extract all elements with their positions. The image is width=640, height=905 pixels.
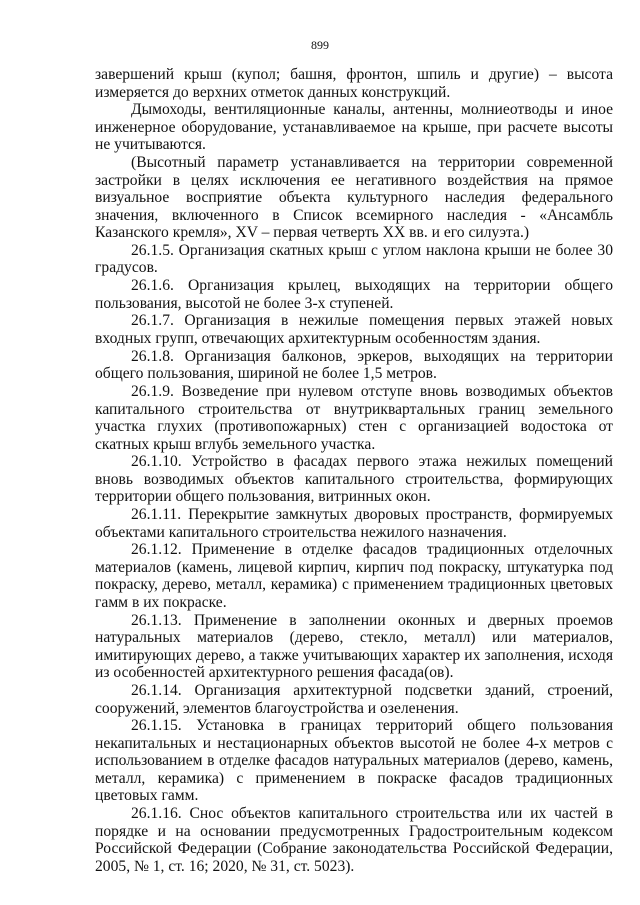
paragraph-26-1-12: 26.1.12. Применение в отделке фасадов традиционных отделочных материалов (камень, лицевой кирпич, кирпич под покраску, штукатурка под покраску, дерево, металл, керамика) с применением традиционных цветовых гамм в их покраске. bbox=[95, 541, 613, 611]
paragraph-26-1-13: 26.1.13. Применение в заполнении оконных и дверных проемов натуральных материалов (дерево, стекло, металл) или материалов, имитирующих дерево, а также учитывающих характер их заполнения, исходя из особенностей архитектурного решения фасада(ов). bbox=[95, 611, 613, 682]
page-number: 899 bbox=[311, 38, 329, 52]
paragraph-26-1-14: 26.1.14. Организация архитектурной подсветки зданий, строений, сооружений, элементов благоустройства и озеленения. bbox=[95, 682, 613, 717]
paragraph-26-1-11: 26.1.11. Перекрытие замкнутых дворовых пространств, формируемых объектами капитального строительства нежилого назначения. bbox=[95, 506, 613, 541]
paragraph-26-1-10: 26.1.10. Устройство в фасадах первого этажа нежилых помещений вновь возводимых объектов капитального строительства, формирующих территории общего пользования, витринных окон. bbox=[95, 453, 613, 506]
paragraph-height-parameter: (Высотный параметр устанавливается на территории современной застройки в целях исключения ее негативного воздействия на прямое визуальное восприятие объекта культурного наследия федерального значения, включенного в Список всемирного наследия - «Ансамбль Казанского кремля», XV – первая четверть XX вв. и его силуэта.) bbox=[95, 154, 613, 242]
paragraph-26-1-5: 26.1.5. Организация скатных крыш с углом наклона крыши не более 30 градусов. bbox=[95, 241, 613, 277]
paragraph-26-1-15: 26.1.15. Установка в границах территорий общего пользования некапитальных и нестационарных объектов высотой не более 4-х метров с использованием в отделке фасадов натуральных материалов (дерево, камень, металл, керамика) с применением в покраске фасадов традиционных цветовых гамм. bbox=[95, 717, 613, 805]
document-body bbox=[95, 66, 613, 875]
paragraph-26-1-7: 26.1.7. Организация в нежилые помещения первых этажей новых входных групп, отвечающих архитектурным особенностям здания. bbox=[95, 312, 613, 347]
paragraph-26-1-9: 26.1.9. Возведение при нулевом отступе вновь возводимых объектов капитального строительства от внутриквартальных границ земельного участка глухих (противопожарных) стен с организацией водостока от скатных крыш вглубь земельного участка. bbox=[95, 383, 613, 453]
paragraph-roof-completion: завершений крыш (купол; башня, фронтон, шпиль и другие) – высота измеряется до верхних отметок данных конструкций. bbox=[95, 66, 613, 101]
paragraph-26-1-8: 26.1.8. Организация балконов, эркеров, выходящих на территории общего пользования, шириной не более 1,5 метров. bbox=[95, 347, 613, 383]
paragraph-roof-equipment: Дымоходы, вентиляционные каналы, антенны, молниеотводы и иное инженерное оборудование, устанавливаемое на крыше, при расчете высоты не учитываются. bbox=[95, 101, 613, 154]
paragraph-26-1-16: 26.1.16. Снос объектов капитального строительства или их частей в порядке и на основании предусмотренных Градостроительным кодексом Российской Федерации (Собрание законодательства Российской Федерации, 2005, № 1, ст. 16; 2020, № 31, ст. 5023). bbox=[95, 805, 613, 875]
paragraph-26-1-6: 26.1.6. Организация крылец, выходящих на территории общего пользования, высотой не более 3-х ступеней. bbox=[95, 277, 613, 312]
